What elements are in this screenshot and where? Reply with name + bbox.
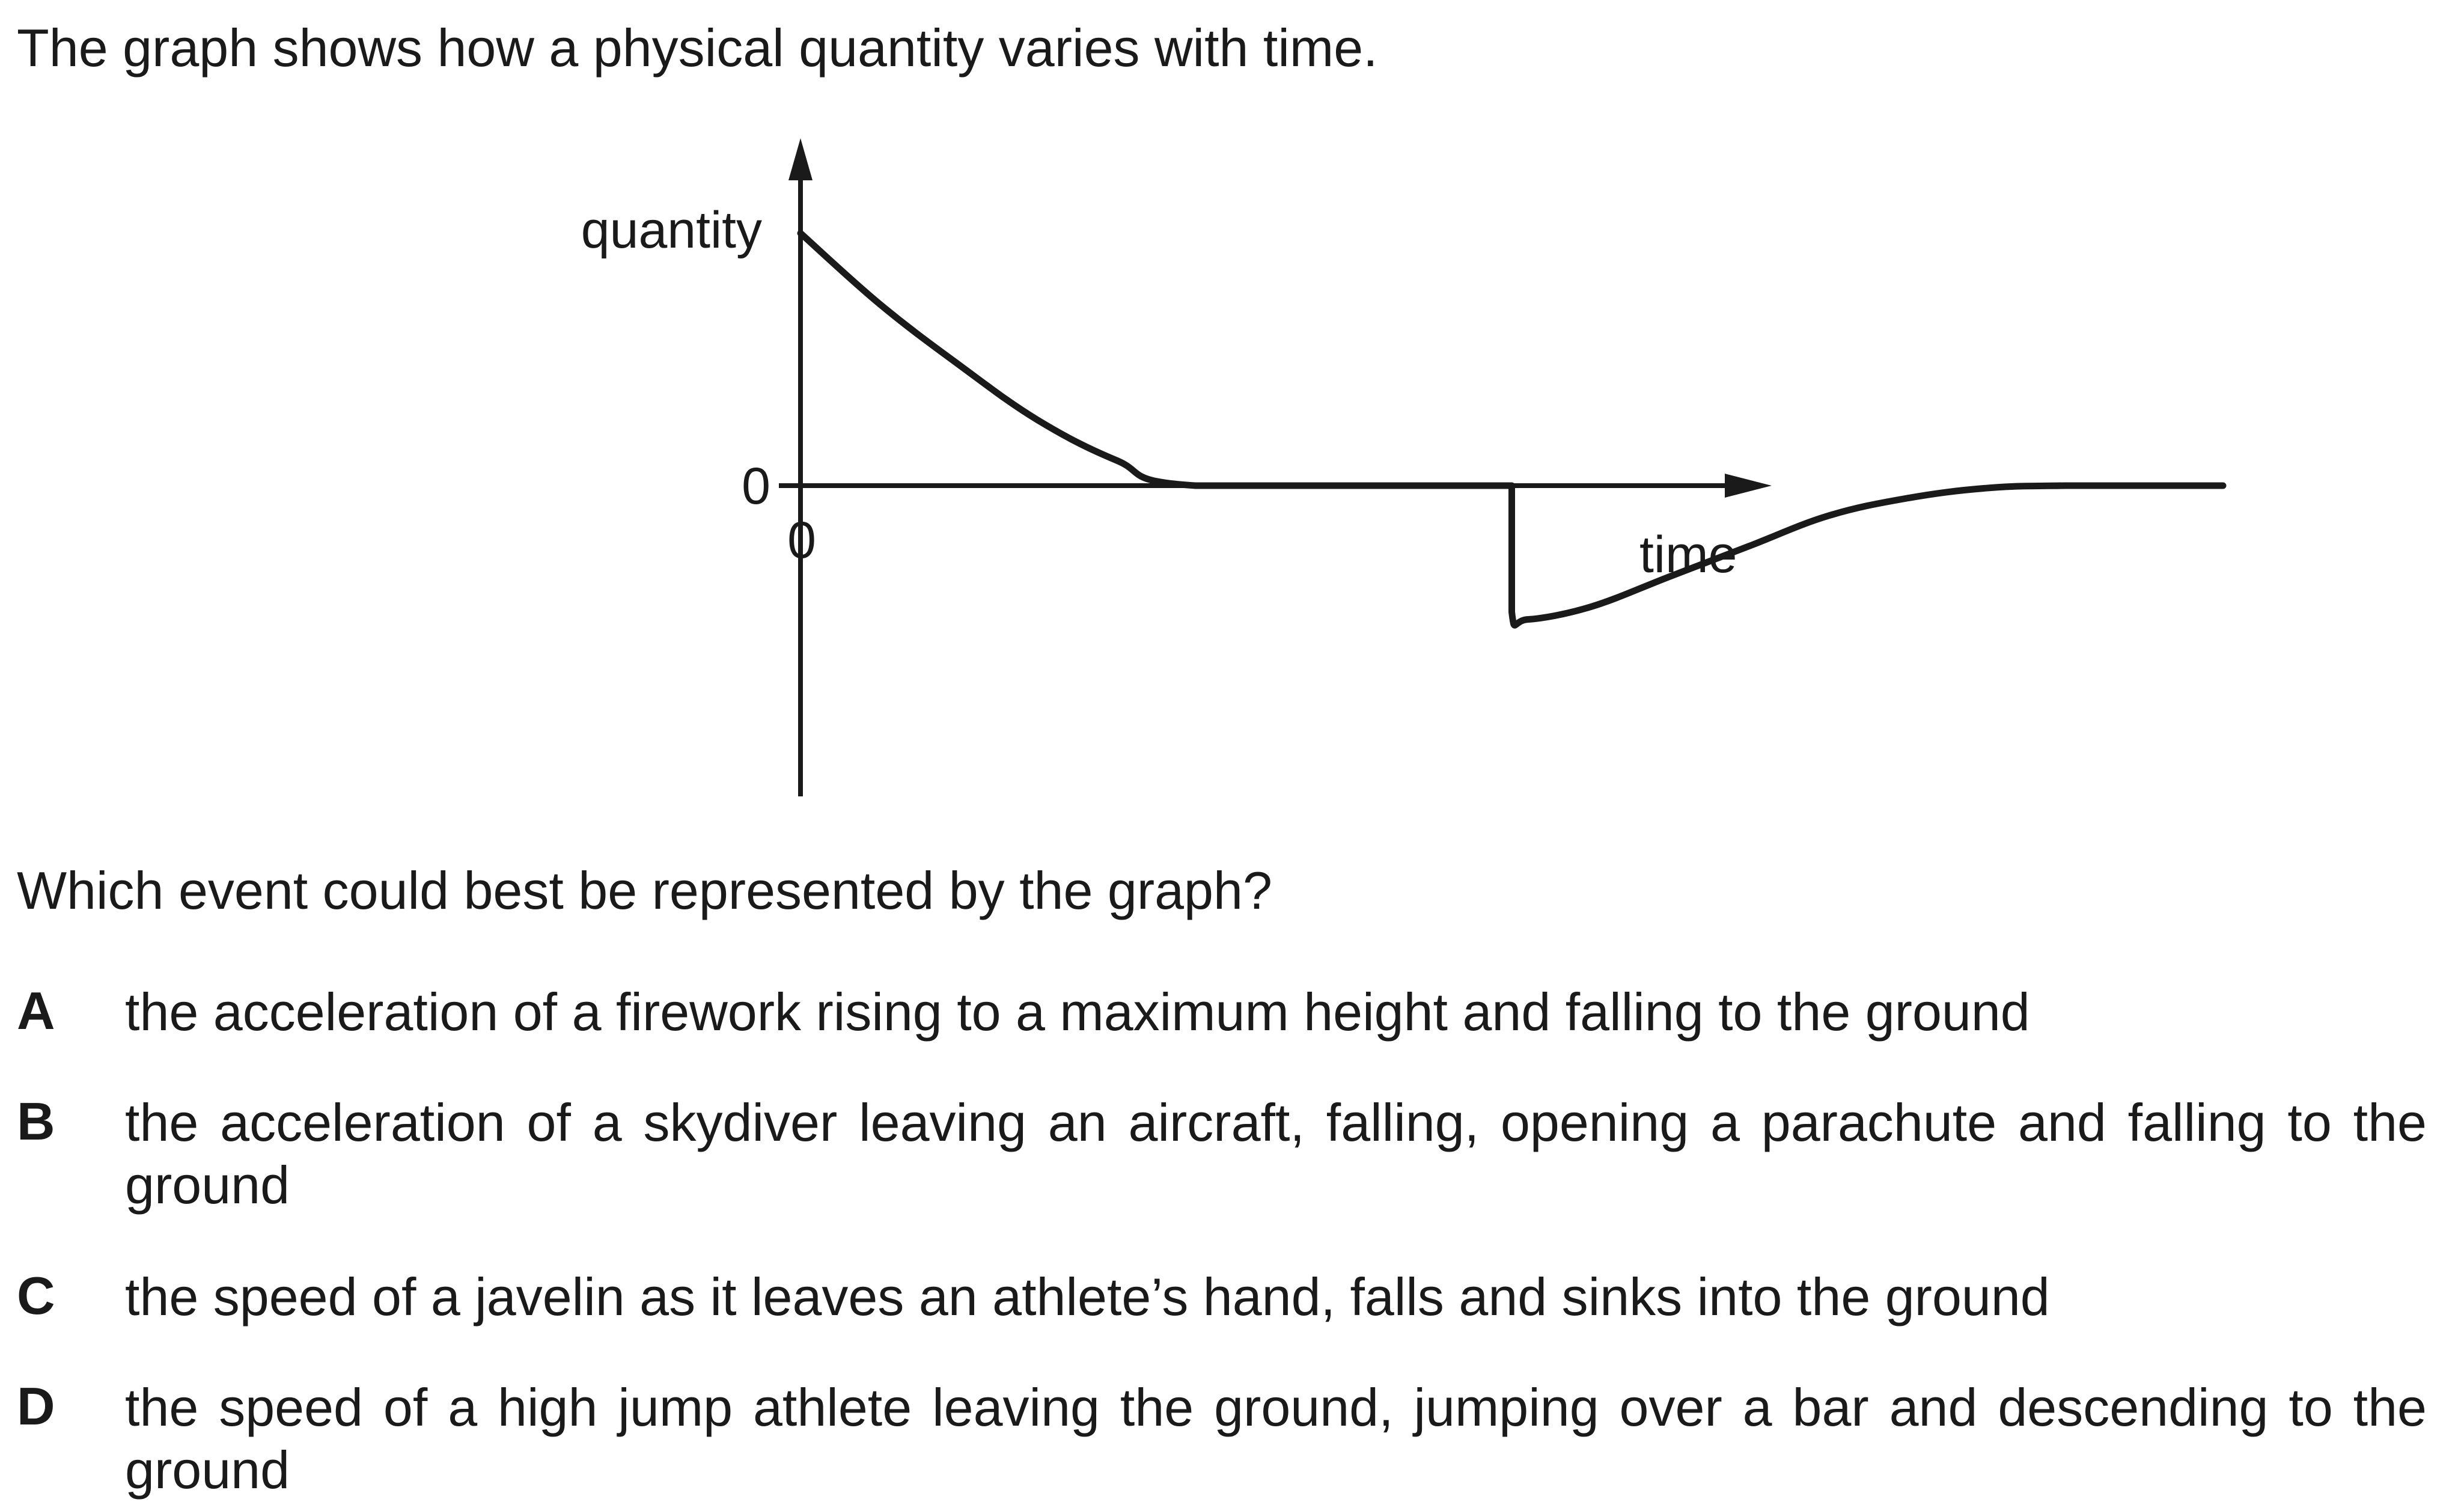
option-c-letter: C <box>17 1266 55 1325</box>
x-axis-arrowhead <box>1725 474 1772 498</box>
x-axis-label: time <box>1639 526 1737 584</box>
intro-text: The graph shows how a physical quantity varies with time. <box>17 18 1378 78</box>
option-d-text: the speed of a high jump athlete leaving the ground, jumping over a bar and descending to the ground <box>125 1378 2427 1500</box>
x-origin-label: 0 <box>787 511 816 569</box>
option-c-text: the speed of a javelin as it leaves an athlete’s hand, falls and sinks into the ground <box>125 1267 2050 1326</box>
option-a-text: the acceleration of a firework rising to a maximum height and falling to the ground <box>125 982 2030 1042</box>
y-axis-arrowhead <box>788 138 813 180</box>
y-origin-label: 0 <box>742 457 770 515</box>
y-axis-label: quantity <box>581 201 762 259</box>
option-b-text: the acceleration of a skydiver leaving an aircraft, falling, opening a parachute and falling to the ground <box>125 1093 2427 1215</box>
option-b-letter: B <box>17 1091 55 1151</box>
quantity-curve <box>800 233 2223 625</box>
question-text: Which event could best be represented by the graph? <box>17 861 1272 920</box>
option-a-letter: A <box>17 981 55 1040</box>
option-d-letter: D <box>17 1376 55 1436</box>
